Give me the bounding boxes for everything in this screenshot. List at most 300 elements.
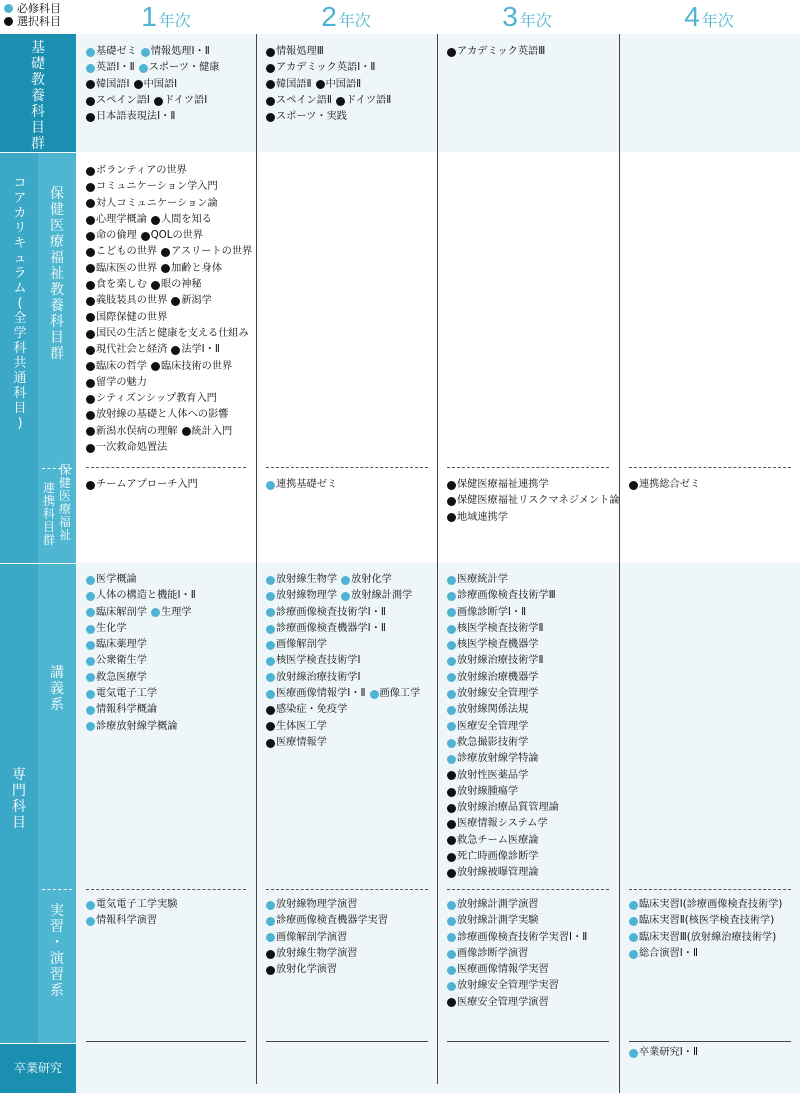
graduation-y4-list (629, 1045, 698, 1061)
required-dot-icon (86, 608, 95, 617)
course-row (447, 995, 587, 1011)
vertical-char: リ (13, 221, 27, 236)
elective-dot-icon (171, 297, 180, 306)
required-dot-icon (266, 608, 275, 617)
course-name: 放射性医薬品学 (457, 769, 529, 781)
basic-y3-list (447, 44, 545, 60)
vertical-char: 福 (58, 515, 71, 529)
required-dot-icon (447, 657, 456, 666)
required-dot-icon (266, 901, 275, 910)
course-row (86, 244, 252, 260)
vertical-char: 目 (12, 815, 26, 831)
course-name: 放射線治療技術学Ⅰ (276, 671, 361, 683)
bar-separator (0, 563, 76, 564)
course-row (629, 897, 782, 913)
year-number: 4 (684, 1, 700, 32)
practice-separator (266, 889, 428, 890)
collab-y2-list (266, 477, 337, 493)
course-name: 臨床実習Ⅰ(診療画像検査技術学) (639, 899, 783, 910)
required-dot-icon (266, 641, 275, 650)
column-divider (437, 34, 438, 1084)
course-name: 感染症・免疫学 (276, 704, 348, 716)
required-dot-icon (86, 657, 95, 666)
required-dot-icon (86, 673, 95, 682)
course-row (86, 179, 252, 195)
collab-separator (447, 467, 609, 468)
required-dot-icon (266, 673, 275, 682)
course-name: 診療放射線学特論 (457, 753, 539, 765)
course-row (86, 719, 196, 735)
vertical-char: 実 (50, 903, 64, 919)
practice-y3-list (447, 897, 587, 1011)
basic-section-label (30, 40, 46, 152)
collab-separator (629, 467, 791, 468)
practice-y4-list (629, 897, 782, 962)
course-row (266, 686, 420, 702)
elective-dot-icon (266, 966, 275, 975)
course-name: 日本語表現法Ⅰ・Ⅱ (96, 111, 176, 123)
elective-dot-icon (86, 232, 95, 241)
course-name: 放射線生物学 (276, 574, 338, 585)
course-row (86, 653, 196, 669)
elective-dot-icon (151, 216, 160, 225)
graduation-separator (86, 1041, 246, 1042)
basic-section-bar (0, 34, 76, 152)
course-row (266, 962, 388, 978)
course-name: 眼の神秘 (160, 279, 202, 291)
elective-dot-icon (336, 97, 345, 106)
required-dot-icon (447, 739, 456, 748)
elective-dot-icon (266, 706, 275, 715)
course-row (86, 572, 196, 588)
vertical-char: 目 (42, 520, 55, 534)
course-row (266, 913, 388, 929)
course-name: 加齢と身体 (171, 262, 223, 274)
elective-dot-icon (86, 330, 95, 339)
course-name: 診療画像検査技術学実習Ⅰ・Ⅱ (457, 931, 588, 943)
required-dot-icon (447, 625, 456, 634)
required-dot-icon (629, 1049, 638, 1058)
course-name: 臨床実習Ⅱ(核医学検査技術学) (639, 915, 775, 927)
elective-dot-icon (86, 411, 95, 420)
course-name: 食を楽しむ (96, 279, 147, 291)
vertical-char: 療 (58, 502, 71, 516)
elective-dot-icon (86, 281, 95, 290)
course-row (86, 605, 196, 621)
course-name: 総合演習Ⅰ・Ⅱ (639, 947, 698, 959)
graduation-section-bar (0, 1043, 76, 1093)
course-row (266, 605, 420, 621)
course-name: 卒業研究Ⅰ・Ⅱ (639, 1047, 698, 1058)
lecture-y2-list (266, 572, 420, 751)
collab-y1-list (86, 477, 198, 493)
elective-dot-icon (171, 346, 180, 355)
course-row (629, 930, 782, 946)
graduation-section-label: 卒業研究 (13, 1061, 62, 1075)
elective-dot-icon (447, 771, 456, 780)
course-name: 心理学概論 (96, 213, 147, 225)
course-row (86, 424, 252, 440)
course-name: 放射線被曝管理論 (457, 867, 539, 879)
course-row (266, 60, 391, 76)
course-name: 放射線安全管理学実習 (457, 980, 559, 992)
course-row (447, 493, 620, 509)
lecture-label (49, 665, 65, 713)
vertical-char: 演 (50, 951, 64, 967)
required-dot-icon (447, 982, 456, 991)
practice-separator (629, 889, 791, 890)
course-row (447, 800, 559, 816)
course-name: スペイン語Ⅱ (276, 94, 332, 106)
course-name: 電気電子工学 (96, 688, 158, 700)
course-name: 連携総合ゼミ (639, 479, 701, 490)
required-dot-icon (447, 592, 456, 601)
lecture-y3-list (447, 572, 559, 882)
course-row (266, 637, 420, 653)
course-name: 連携基礎ゼミ (276, 479, 338, 490)
course-row (86, 897, 178, 913)
course-row (447, 621, 559, 637)
course-name: 放射線計測学 (351, 590, 413, 602)
legend-elective-label: 選択科目 (17, 15, 61, 28)
course-row (447, 477, 620, 493)
required-dot-icon (447, 901, 456, 910)
course-name: スペイン語Ⅰ (96, 94, 150, 106)
elective-dot-icon (86, 313, 95, 322)
course-name: 韓国語Ⅰ (96, 78, 130, 90)
vertical-char: 科 (50, 314, 64, 330)
elective-dot-icon (86, 113, 95, 122)
health-liberal-label (49, 186, 65, 362)
course-name: 画像解剖学演習 (276, 931, 348, 943)
vertical-char: 専 (12, 767, 26, 783)
required-dot-icon (141, 48, 150, 57)
course-name: 放射線生物学演習 (276, 947, 358, 959)
vertical-char: 健 (58, 476, 71, 490)
legend (4, 2, 61, 28)
vertical-char: 習 (50, 967, 64, 983)
vertical-char: ・ (50, 935, 64, 951)
course-row (266, 93, 391, 109)
elective-dot-icon (266, 950, 275, 959)
required-dot-icon (4, 4, 13, 13)
required-dot-icon (86, 592, 95, 601)
required-dot-icon (86, 690, 95, 699)
vertical-char: 健 (50, 202, 64, 218)
elective-dot-icon (447, 804, 456, 813)
course-row (447, 572, 559, 588)
elective-dot-icon (266, 97, 275, 106)
elective-dot-icon (86, 427, 95, 436)
course-row (447, 719, 559, 735)
course-name: 放射化学 (351, 574, 392, 585)
course-name: ドイツ語Ⅰ (163, 94, 208, 106)
vertical-char: コ (13, 176, 27, 191)
required-dot-icon (86, 625, 95, 634)
required-dot-icon (447, 917, 456, 926)
course-row (86, 686, 196, 702)
course-name: 画像診断学演習 (457, 947, 529, 959)
course-row (86, 326, 252, 342)
graduation-separator (266, 1041, 428, 1042)
course-name: 放射線関係法規 (457, 704, 529, 716)
required-dot-icon (447, 608, 456, 617)
course-name: QOLの世界 (150, 230, 204, 242)
course-name: 核医学検査技術学Ⅱ (457, 622, 544, 634)
vertical-char: 科 (13, 386, 27, 401)
year-number: 3 (502, 1, 518, 32)
course-row (86, 228, 252, 244)
course-name: 診療画像検査技術学Ⅰ・Ⅱ (276, 606, 386, 618)
basic-y1-list (86, 44, 220, 125)
course-row (86, 359, 252, 375)
elective-dot-icon (266, 113, 275, 122)
course-name: 法学Ⅰ・Ⅱ (181, 344, 220, 356)
year-header-3 (437, 2, 617, 32)
collab-y4-list (629, 477, 700, 493)
required-dot-icon (447, 950, 456, 959)
required-dot-icon (266, 481, 275, 490)
vertical-char: 教 (50, 282, 64, 298)
required-dot-icon (266, 690, 275, 699)
year-number: 2 (321, 1, 337, 32)
course-name: 国際保健の世界 (96, 311, 168, 323)
course-name: 現代社会と経済 (96, 344, 168, 356)
column-divider (256, 34, 257, 1084)
vertical-char: 通 (13, 371, 27, 386)
course-row (447, 510, 620, 526)
course-row (266, 621, 420, 637)
required-dot-icon (447, 576, 456, 585)
course-name: 画像診断学Ⅰ・Ⅱ (457, 606, 527, 618)
health-collab-label-b (42, 482, 56, 547)
course-row (86, 477, 198, 493)
course-row (447, 702, 559, 718)
course-name: 中国語Ⅱ (325, 78, 362, 90)
vertical-char: 科 (42, 507, 55, 521)
elective-dot-icon (447, 820, 456, 829)
course-name: 救急医療学 (96, 671, 147, 683)
vertical-char: 保 (50, 186, 64, 202)
course-name: 診療画像検査機器学Ⅰ・Ⅱ (276, 622, 386, 634)
required-dot-icon (86, 64, 95, 73)
course-name: 放射化学演習 (276, 964, 338, 976)
course-row (629, 913, 782, 929)
course-name: 画像解剖学 (276, 639, 327, 651)
elective-dot-icon (316, 80, 325, 89)
course-row (447, 670, 559, 686)
elective-dot-icon (161, 248, 170, 257)
course-row (86, 670, 196, 686)
elective-dot-icon (266, 80, 275, 89)
course-row (447, 897, 587, 913)
required-dot-icon (266, 917, 275, 926)
course-name: 臨床の哲学 (96, 360, 147, 372)
elective-dot-icon (447, 869, 456, 878)
vertical-char: 療 (50, 234, 64, 250)
vertical-char: 全 (13, 311, 27, 326)
course-row (447, 588, 559, 604)
course-name: 放射線安全管理学 (457, 688, 539, 700)
course-row (86, 93, 220, 109)
required-dot-icon (629, 933, 638, 942)
required-dot-icon (139, 64, 148, 73)
course-name: 診療放射線学概論 (96, 720, 178, 732)
required-dot-icon (266, 657, 275, 666)
course-name: こどもの世界 (96, 246, 158, 258)
course-name: 放射線治療技術学Ⅱ (457, 655, 544, 667)
course-row (447, 849, 559, 865)
course-name: 診療画像検査技術学Ⅲ (457, 590, 556, 602)
elective-dot-icon (86, 362, 95, 371)
vertical-char: ( (17, 296, 23, 311)
course-row (86, 60, 220, 76)
elective-dot-icon (161, 264, 170, 273)
elective-dot-icon (447, 513, 456, 522)
course-name: 臨床薬理学 (96, 639, 147, 651)
elective-dot-icon (154, 97, 163, 106)
course-row (86, 277, 252, 293)
course-row (266, 670, 420, 686)
course-row (447, 962, 587, 978)
required-dot-icon (447, 933, 456, 942)
course-row (447, 816, 559, 832)
course-row (266, 572, 420, 588)
course-row (266, 735, 420, 751)
course-name: 新潟水俣病の理解 (96, 425, 178, 437)
course-row (86, 196, 252, 212)
elective-dot-icon (86, 216, 95, 225)
core-section-label (12, 176, 28, 431)
specialty-section-bar (0, 563, 38, 1043)
vertical-char: 福 (50, 250, 64, 266)
course-name: 基礎ゼミ (96, 46, 137, 57)
course-row (266, 930, 388, 946)
course-name: 医療情報システム学 (457, 818, 548, 830)
course-name: 救急撮影技術学 (457, 736, 529, 748)
course-name: 保健医療福祉リスクマネジメント論 (457, 495, 620, 507)
elective-dot-icon (86, 264, 95, 273)
lecture-y1-list (86, 572, 196, 735)
required-dot-icon (370, 690, 379, 699)
practice-y1-list (86, 897, 178, 930)
course-row (629, 477, 700, 493)
required-dot-icon (266, 576, 275, 585)
bar-separator (0, 152, 76, 153)
course-row (447, 865, 559, 881)
elective-dot-icon (447, 497, 456, 506)
required-dot-icon (447, 673, 456, 682)
required-dot-icon (86, 917, 95, 926)
course-name: 放射線物理学演習 (276, 899, 358, 910)
vertical-char: 祉 (58, 528, 71, 542)
vertical-char: 目 (50, 330, 64, 346)
course-row (86, 913, 178, 929)
course-name: 新潟学 (181, 295, 212, 307)
course-name: 医療情報学 (276, 736, 327, 748)
elective-dot-icon (86, 297, 95, 306)
specialty-divider (42, 889, 72, 890)
course-name: アカデミック英語Ⅰ・Ⅱ (276, 62, 376, 74)
elective-dot-icon (266, 739, 275, 748)
elective-dot-icon (86, 248, 95, 257)
vertical-char: 養 (50, 298, 64, 314)
course-name: ボランティアの世界 (96, 165, 187, 176)
course-name: スポーツ・実践 (276, 111, 347, 123)
course-name: アスリートの世界 (171, 246, 253, 258)
course-row (447, 751, 559, 767)
course-name: 中国語Ⅰ (143, 78, 178, 90)
vertical-char: 科 (12, 799, 26, 815)
course-name: スポーツ・健康 (148, 62, 220, 74)
graduation-separator (447, 1041, 609, 1042)
course-row (629, 946, 782, 962)
course-name: 画像工学 (379, 688, 421, 700)
course-row (447, 978, 587, 994)
course-name: 韓国語Ⅱ (276, 78, 312, 90)
year-header-4 (619, 2, 799, 32)
required-dot-icon (266, 625, 275, 634)
course-name: 留学の魅力 (96, 376, 147, 388)
practice-label (49, 903, 65, 999)
course-row (86, 375, 252, 391)
course-row (86, 407, 252, 423)
vertical-char: 医 (58, 489, 71, 503)
health-section-bar (38, 152, 76, 563)
course-row (447, 930, 587, 946)
vertical-char: 共 (13, 356, 27, 371)
vertical-char: 義 (50, 681, 64, 697)
course-name: 人間を知る (160, 213, 212, 225)
required-dot-icon (629, 950, 638, 959)
vertical-char: ) (17, 416, 23, 431)
elective-dot-icon (86, 444, 95, 453)
course-name: 義肢装具の世界 (96, 295, 168, 307)
year-label: 年次 (338, 11, 371, 30)
course-row (86, 261, 252, 277)
legend-required (4, 2, 61, 15)
vertical-char: 群 (42, 533, 55, 547)
vertical-char: 祉 (50, 266, 64, 282)
practice-separator (447, 889, 609, 890)
course-name: 情報処理Ⅰ・Ⅱ (150, 46, 210, 57)
elective-dot-icon (86, 395, 95, 404)
legend-elective (4, 15, 61, 28)
course-row (266, 477, 337, 493)
year-label: 年次 (158, 11, 191, 30)
course-name: 電気電子工学実験 (96, 899, 178, 910)
elective-dot-icon (266, 722, 275, 731)
course-name: 放射線計測学実験 (457, 915, 539, 927)
vertical-char: 医 (50, 218, 64, 234)
year-label: 年次 (519, 11, 552, 30)
course-row (86, 440, 252, 456)
vertical-char: 目 (13, 401, 27, 416)
vertical-char: 保 (58, 463, 71, 477)
course-row (447, 833, 559, 849)
required-dot-icon (447, 755, 456, 764)
course-name: 放射線治療品質管理論 (457, 802, 559, 814)
course-name: 生化学 (96, 622, 127, 634)
course-name: 保健医療福祉連携学 (457, 479, 549, 490)
course-name: 一次救命処置法 (96, 442, 168, 454)
elective-dot-icon (86, 80, 95, 89)
vertical-char: 基 (31, 40, 45, 56)
course-row (86, 163, 252, 179)
elective-dot-icon (266, 64, 275, 73)
course-row (86, 109, 220, 125)
vertical-char: カ (13, 206, 27, 221)
